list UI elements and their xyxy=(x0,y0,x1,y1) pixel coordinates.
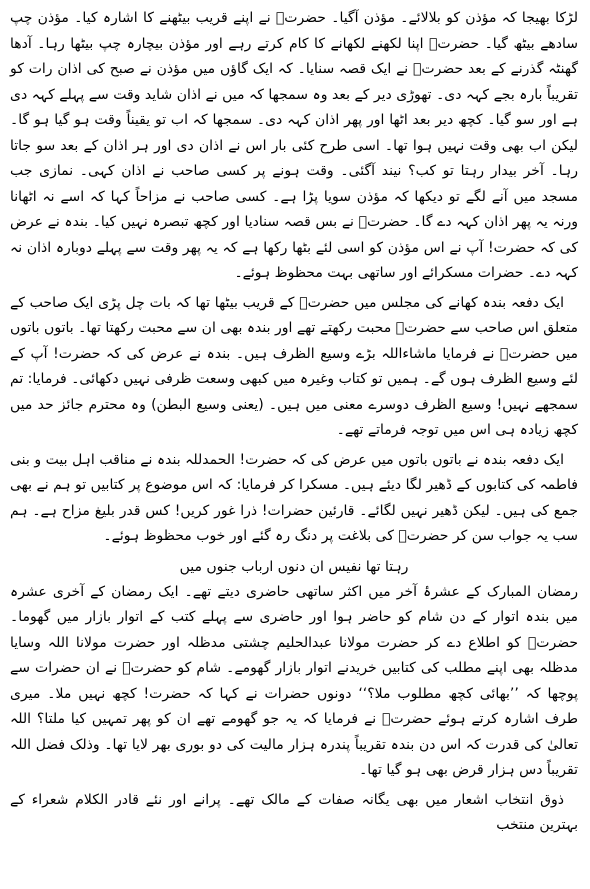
verse-line: رہتا تھا نفیس ان دنوں ارباب جنوں میں xyxy=(179,558,409,575)
paragraph-books-heap: ایک دفعہ بندہ نے باتوں باتوں میں عرض کی کہ حضرت! الحمدللہ بندہ نے مناقب اہل بیت و بنی فاطمہ کی کتابوں کے ڈھیر لگا دیئے ہیں۔ مسکرا کر فرمایا: کہ اس موضوع پر کتابیں تو ہم نے بھی جمع کی ہیں۔ لیکن ڈھیر نہیں لگائے۔ قارئین حضرات! ذرا غور کریں! کس قدر بلیغ مزاح ہے۔ ہم سب یہ جواب سن کر حضرتؒ کی بلاغت پر دنگ رہ گئے اور خوب محظوظ ہوئے۔ xyxy=(10,451,578,544)
paragraph-muezzin-story: لڑکا بھیجا کہ مؤذن کو بلالائے۔ مؤذن آگیا۔ حضرتؒ نے اپنے قریب بیٹھنے کا اشارہ کیا۔ مؤذن چپ سادھے بیٹھ گیا۔ حضرتؒ اپنا لکھنے لکھانے کا کام کرتے رہے اور مؤذن بیچارہ چپ بیٹھا رہا۔ آدھا گھنٹہ گذرنے کے بعد حضرتؒ نے ایک قصہ سنایا۔ کہ ایک گاؤں میں مؤذن نے صبح کی اذان رات کو تقریباً بارہ بجے کہہ دی۔ تھوڑی دیر کے بعد وہ سمجھا کہ میں نے اذان شاید وقت سے پہلے کہہ دی ہے اور سو گیا۔ کچھ دیر بعد اٹھا اور پھر اذان کہہ دی۔ سمجھا کہ اب تو یقیناً وقت ہو گیا ہو گا۔ لیکن اب بھی وقت نہیں ہوا تھا۔ اسی طرح کئی بار اس نے اذان دی اور ہر اذان کے بعد سو جاتا رہا۔ آخر بیدار رہتا تو کب؟ نیند آگئی۔ وقت ہونے پر کسی صاحب نے اذان کہی۔ نمازی جب مسجد میں آنے لگے تو دیکھا کہ مؤذن سویا پڑا ہے۔ کسی صاحب نے مزاحاً کہا کہ اسے نہ اٹھانا ورنہ یہ پھر اذان کہہ دے گا۔ حضرتؒ نے بس قصہ سنادیا اور کچھ تبصرہ نہیں کیا۔ بندہ نے عرض کی کہ حضرت! آپ نے اس مؤذن کو اسی لئے بٹھا رکھا ہے کہ یہ پھر وقت سے پہلے دوبارہ اذان نہ کہہ دے۔ حضرات مسکرائے اور ساتھی بہت محظوظ ہوئے۔ xyxy=(10,10,579,281)
paragraph-wasi-ul-zarf: ایک دفعہ بندہ کھانے کی مجلس میں حضرتؒ کے قریب بیٹھا تھا کہ بات چل پڑی ایک صاحب کے متعلق اس صاحب سے حضرتؒ محبت رکھتے تھے اور بندہ بھی ان سے محبت رکھتا تھا۔ باتوں باتوں میں حضرتؒ نے فرمایا ماشاءاللہ بڑے وسیع الظرف ہیں۔ بندہ نے عرض کی کہ حضرت! آپ کے لئے وسیع الظرف ہوں گے۔ ہمیں تو کتاب وغیرہ میں کبھی وسعت ظرفی نہیں دکھائی۔ فرمایا: تم سمجھے نہیں! وسیع الظرف دوسرے معنی میں ہیں۔ (یعنی وسیع البطن) وہ محترم جائز حد میں کچھ زیادہ ہی اس میں توجہ فرماتے تھے۔ xyxy=(10,294,578,438)
paragraph-ramadan-book-bazaar: رمضان المبارک کے عشرۂ آخر میں اکثر ساتھی حاضری دیتے تھے۔ ایک رمضان کے آخری عشرہ میں بندہ اتوار کے دن شام کو حاضر ہوا اور حاضری سے پہلے کتب کے اتوار بازار میں گھوما۔ حضرتؒ کو اطلاع دے کر حضرت مولانا عبدالحلیم چشتی مدظلہ اور حضرت مولانا اللہ وسایا مدظلہ بھی اپنے مطلب کی کتابیں خریدنے اتوار بازار گھومے۔ شام کو حضرتؒ نے ان حضرات سے پوچھا کہ ’’بھائی کچھ مطلوب ملا؟‘‘ دونوں حضرات نے کہا کہ حضرت! کچھ نہیں ملا۔ میری طرف اشارہ کرتے ہوئے حضرتؒ نے فرمایا کہ یہ جو گھومے تھے ان کو پھر تمہیں کیا ملتا؟ اللہ تعالیٰ کی قدرت کہ اس دن بندہ تقریباً پندرہ ہزار مالیت کی دو بوری بھر لایا تھا۔ وذلک فضل اللہ تقریباً دس ہزار قرض بھی ہو گیا تھا۔ xyxy=(10,583,578,778)
paragraph-poetry-taste: ذوق انتخاب اشعار میں بھی یگانہ صفات کے مالک تھے۔ پرانے اور نئے قادر الکلام شعراء کے بہترین منتخب xyxy=(10,791,578,833)
